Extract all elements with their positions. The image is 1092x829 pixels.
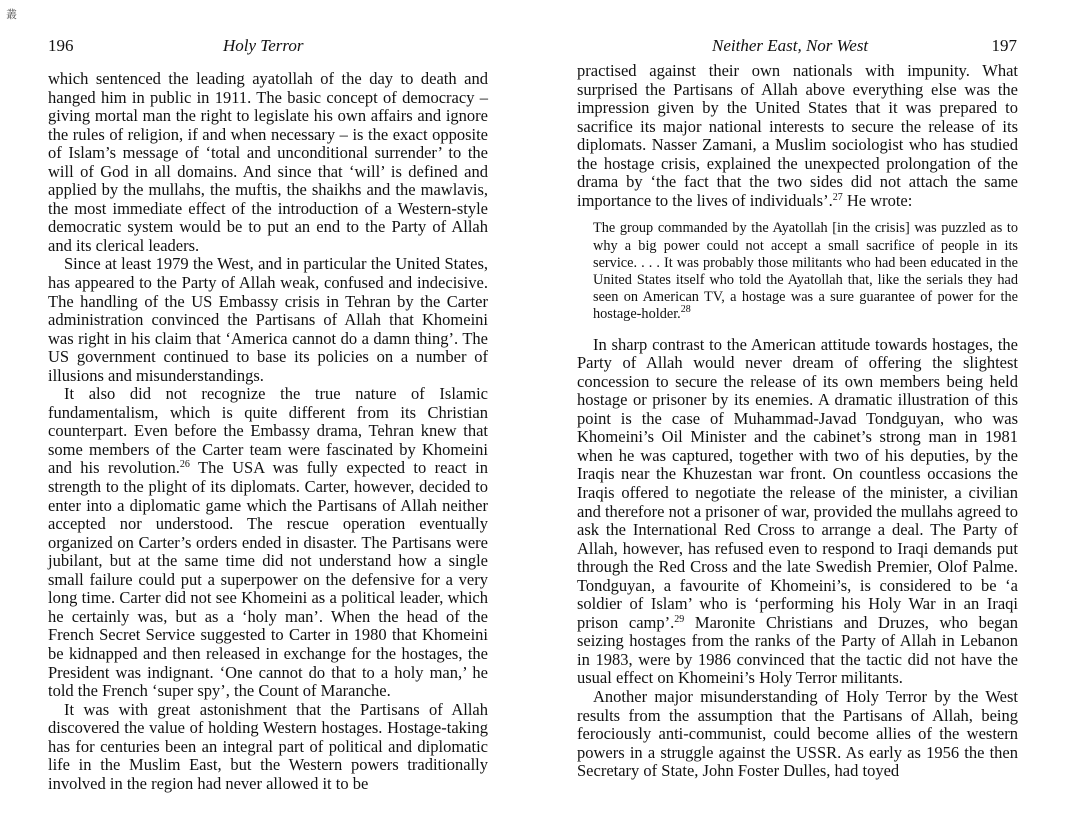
body-text <box>577 62 1018 781</box>
page-number: 196 <box>48 36 74 55</box>
paragraph: which sentenced the leading ayatollah of the day to death and hanged him in public in 1911. The basic concept of democracy – giving mortal man the right to legislate his own affairs and ignore the rules of religion, if and when necessary – is the exact opposite of Islam’s message of ‘total and unconditional surrender’ to the will of God in all domains. And since that ‘will’ is defined and applied by the mullahs, the muftis, the shaikhs and the mawlavis, the most immediate effect of the introduction of a Western-style democratic system would be to put an end to the Party of Allah and its clerical leaders. <box>48 69 488 255</box>
page-number: 197 <box>991 36 1017 55</box>
paragraph-text: He wrote: <box>842 190 913 210</box>
footnote-ref: 29 <box>674 613 685 625</box>
footnote-ref: 28 <box>680 304 691 316</box>
running-head: Neither East, Nor West <box>712 36 869 55</box>
paragraph-text: practised against their own nationals with impunity. What surprised the Partisans of Allah above everything else was the impression given by the United States that it was prepared to sacrifice its major national interests to secure the release of its diplomats. Nasser Zamani, a Muslim sociologist who has studied the hostage crisis, explained the unexpected prolongation of the drama by ‘the fact that the two sides did not attach the same importance to the lives of individuals’. <box>577 61 1018 210</box>
paragraph <box>577 336 1018 688</box>
paragraph-text: Maronite Christians and Druzes, who began seizing hostages from the ranks of the Party of Allah in Lebanon in 1983, were by 1986 convinced that the tactic did not have the usual effect on Khomeini’s Holy Terror militants. <box>577 612 1018 688</box>
right-page <box>546 0 1092 829</box>
paragraph <box>577 62 1018 210</box>
footnote-ref: 27 <box>832 191 843 203</box>
paragraph-text: The USA was fully expected to react in strength to the plight of its diplomats. Carter, however, decided to enter into a diplomatic game which the Partisans of Allah neither accepted nor understood. The rescue operation eventually organized on Carter’s orders ended in disaster. The Partisans were jubilant, but at the same time did not understand how a single small failure could put a superpower on the defensive for a very long time. Carter did not see Khomeini as a political leader, which he certainly was, but as a ‘holy man’. When the head of the French Secret Service suggested to Carter in 1980 that Khomeini be kidnapped and then released in exchange for the hostages, the President was indignant. ‘One cannot do that to a holy man,’ he told the French ‘super spy’, the Count of Maranche. <box>48 458 489 701</box>
paragraph-text: In sharp contrast to the American attitude towards hostages, the Party of Allah would never dream of offering the slightest concession to secure the release of its own members being held hostage or prisoner by its enemies. A dramatic illustration of this point is the case of Muhammad-Javad Tondguyan, who was Khomeini’s Oil Minister and the cabinet’s strong man in 1981 when he was captured, together with two of his deputies, by the Iraqis near the Khuzestan war front. On countless occasions the Iraqis offered to negotiate the release of the minister, a civilian and therefore not a prisoner of war, provided the mullahs agreed to ask the International Red Cross to arrange a deal. The Party of Allah, however, has refused even to respond to Iraqi demands put through the Red Cross and the late Swedish Premier, Olof Palme. Tondguyan, a favourite of Khomeini’s, is considered to be ‘a soldier of Islam’ who is ‘performing his Holy War in an Iraqi prison camp’. <box>577 334 1019 632</box>
paragraph: Another major misunderstanding of Holy Terror by the West results from the assumption that the Partisans of Allah, being ferociously anti-communist, could become allies of the western powers in a struggle against the USSR. As early as 1956 the then Secretary of State, John Foster Dulles, had toyed <box>577 686 1018 781</box>
paragraph <box>48 385 488 700</box>
running-head: Holy Terror <box>223 36 304 55</box>
paragraph: Since at least 1979 the West, and in particular the United States, has appeared to the Party of Allah weak, confused and indecisive. The handling of the US Embassy crisis in Tehran by the Carter administration convinced the Partisans of Allah that Khomeini was right in his claim that ‘America cannot do a damn thing’. The US government continued to base its policies on a number of illusions and misunderstandings. <box>48 254 488 385</box>
block-quote <box>593 220 1018 323</box>
quote-text: The group commanded by the Ayatollah [in the crisis] was puzzled as to why a big power could not accept a small sacrifice of people in its service. . . . It was probably those militants who had been educated in the United States itself who told the Ayatollah that, like the serials they had seen on American TV, a hostage was a sure guarantee of power for the hostage-holder. <box>593 220 1018 323</box>
paragraph-text: It also did not recognize the true nature of Islamic fundamentalism, which is quite different from its Christian counterpart. Even before the Embassy drama, Tehran knew that some members of the Carter team were fascinated by Khomeini and his revolution. <box>48 384 488 478</box>
footnote-ref: 26 <box>179 459 190 471</box>
body-text <box>48 70 488 793</box>
paragraph: It was with great astonishment that the Partisans of Allah discovered the value of holding Western hostages. Hostage-taking has for centuries been an integral part of political and diplomatic life in the Muslim East, but the Western powers traditionally involved in the region had never allowed it to be <box>48 699 488 793</box>
corner-mark: 叢 <box>6 9 17 21</box>
